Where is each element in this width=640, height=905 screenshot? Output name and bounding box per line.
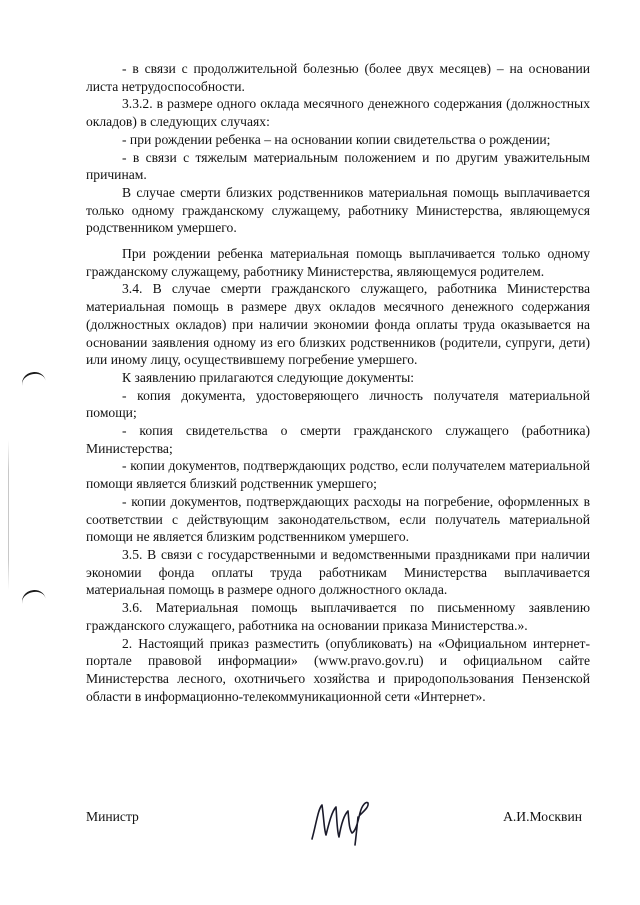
paragraph: 3.6. Материальная помощь выплачивается по письменному заявлению гражданского служащего, работника на основании приказа Министерства.». bbox=[86, 600, 590, 633]
margin-mark bbox=[20, 370, 48, 397]
signature-block bbox=[86, 805, 590, 845]
paragraph: - копии документов, подтверждающих родство, если получателем материальной помощи является близкий родственник умершего; bbox=[86, 458, 590, 492]
paragraph: - в связи с тяжелым материальным положением и по другим уважительным причинам. bbox=[86, 149, 590, 183]
paragraph: В случае смерти близких родственников материальная помощь выплачивается только одному гражданскому служащему, работнику Министерства, являющемуся родственником умершего. bbox=[86, 184, 590, 236]
signatory-name: А.И.Москвин bbox=[503, 809, 582, 824]
paragraph: 2. Настоящий приказ разместить (опубликовать) на «Официальном интернет-портале правовой информации» (www.pravo.gov.ru) и официальном сайте Министерства лесного, охотничьего хозяйства и природопользования Пензенской области в информационно-телекоммуникационной сети «Интернет». bbox=[86, 635, 590, 704]
document-body bbox=[86, 60, 590, 705]
paragraph: 3.5. В связи с государственными и ведомственными праздниками при наличии экономии фонда оплаты труда работникам Министерства выплачивается материальная помощь в размере одного должностного оклада. bbox=[86, 546, 590, 598]
paragraph: К заявлению прилагаются следующие документы: bbox=[122, 369, 415, 385]
paragraph: - копия свидетельства о смерти гражданского служащего (работника) Министерства; bbox=[86, 423, 590, 456]
paragraph: 3.4. В случае смерти гражданского служащего, работника Министерства материальная помощь в размере двух окладов месячного денежного содержания (должностных окладов) при наличии экономии фонда оплаты труда оказывается на основании заявления одному из его близких родственников (родители, супруги, дети) или иному лицу, осуществившему погребение умершего. bbox=[86, 281, 590, 368]
signatory-position: Министр bbox=[86, 809, 139, 824]
scan-edge-line bbox=[8, 440, 9, 590]
margin-mark bbox=[20, 588, 48, 615]
paragraph: - при рождении ребенка – на основании копии свидетельства о рождении; bbox=[122, 131, 551, 147]
paragraph: - в связи с продолжительной болезнью (более двух месяцев) – на основании листа нетрудоспособности. bbox=[86, 61, 590, 94]
paragraph: При рождении ребенка материальная помощь выплачивается только одному гражданскому служащему, работнику Министерства, являющемуся родителем. bbox=[86, 246, 590, 279]
paragraph: 3.3.2. в размере одного оклада месячного денежного содержания (должностных окладов) в следующих случаях: bbox=[86, 96, 590, 130]
paragraph: - копия документа, удостоверяющего личность получателя материальной помощи; bbox=[86, 387, 590, 421]
handwritten-signature bbox=[306, 795, 372, 847]
paragraph: - копии документов, подтверждающих расходы на погребение, оформленных в соответствии с действующим законодательством, если получатель материальной помощи не является близким родственником умершего. bbox=[86, 493, 590, 545]
